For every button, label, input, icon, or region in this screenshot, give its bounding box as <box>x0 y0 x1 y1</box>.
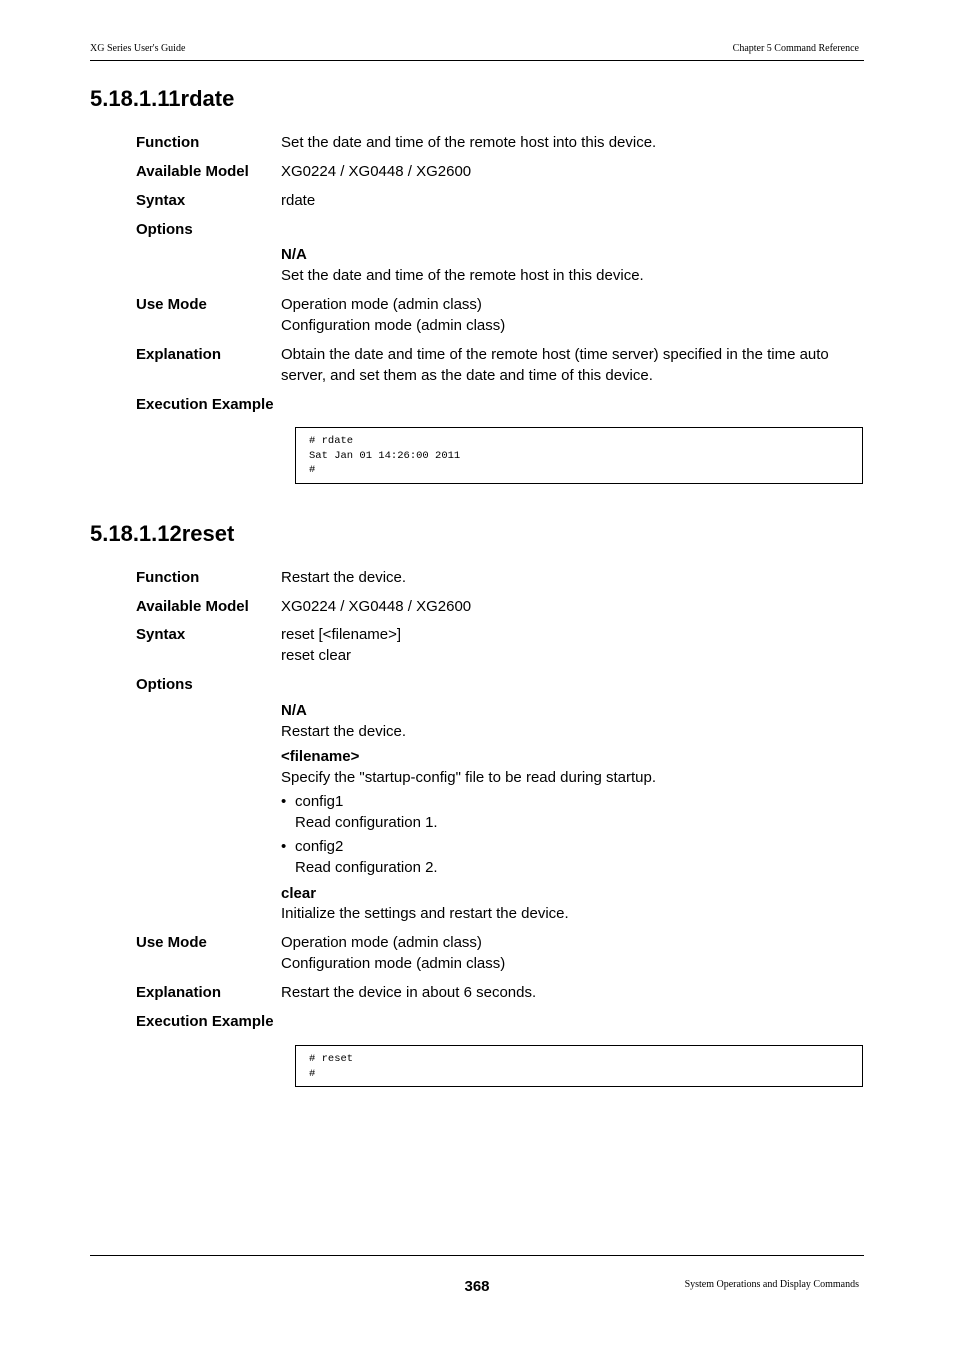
rdate-code-example <box>295 427 863 484</box>
rdate-usemode-line1: Operation mode (admin class) <box>281 296 482 313</box>
reset-code-example <box>295 1045 863 1087</box>
running-header-right: Chapter 5 Command Reference <box>732 43 859 54</box>
section-title-rdate: 5.18.1.11rdate <box>90 86 235 111</box>
reset-option-filename-title: <filename> <box>281 748 360 765</box>
reset-model-label: Available Model <box>136 598 249 615</box>
reset-function-text: Restart the device. <box>281 569 407 586</box>
rdate-explanation-label: Explanation <box>136 346 222 363</box>
rdate-function-label: Function <box>136 134 200 151</box>
rdate-syntax-label: Syntax <box>136 192 186 209</box>
reset-option-na-title: N/A <box>281 702 307 719</box>
code-line: # rdate <box>309 435 354 447</box>
code-line: Sat Jan 01 14:26:00 2011 <box>309 449 461 462</box>
rdate-option-na-title: N/A <box>281 246 307 263</box>
rdate-example-label: Execution Example <box>136 396 274 413</box>
reset-syntax-line1: reset [<filename>] <box>281 626 402 643</box>
header-divider <box>90 60 864 61</box>
config2-desc: Read configuration 2. <box>295 859 438 876</box>
rdate-usemode-label: Use Mode <box>136 296 207 313</box>
reset-explanation-text: Restart the device in about 6 seconds. <box>281 984 537 1001</box>
section-title-reset: 5.18.1.12reset <box>90 521 235 546</box>
reset-syntax-label: Syntax <box>136 626 186 643</box>
reset-model-text: XG0224 / XG0448 / XG2600 <box>281 598 472 615</box>
reset-example-label: Execution Example <box>136 1013 274 1030</box>
code-line: # <box>309 464 316 476</box>
code-line: # reset <box>309 1053 354 1065</box>
bullet-icon: • <box>281 793 287 810</box>
rdate-syntax-text: rdate <box>281 192 316 209</box>
reset-option-na-desc: Restart the device. <box>281 723 407 740</box>
config1-desc: Read configuration 1. <box>295 814 438 831</box>
reset-syntax-line2: reset clear <box>281 647 352 664</box>
reset-option-filename-desc: Specify the "startup-config" file to be read during startup. <box>281 769 657 786</box>
reset-usemode-line2: Configuration mode (admin class) <box>281 955 506 972</box>
rdate-option-na-desc: Set the date and time of the remote host in this device. <box>281 267 644 284</box>
reset-function-label: Function <box>136 569 200 586</box>
rdate-function-text: Set the date and time of the remote host into this device. <box>281 134 657 151</box>
rdate-model-label: Available Model <box>136 163 249 180</box>
config2-name: config2 <box>295 838 344 855</box>
rdate-options-label: Options <box>136 221 193 238</box>
reset-usemode-label: Use Mode <box>136 934 207 951</box>
bullet-icon: • <box>281 838 287 855</box>
page-number: 368 <box>464 1278 490 1295</box>
config1-name: config1 <box>295 793 344 810</box>
rdate-model-text: XG0224 / XG0448 / XG2600 <box>281 163 472 180</box>
rdate-explanation-text: Obtain the date and time of the remote host (time server) specified in the time auto server, and set them as the date and time of this device. <box>281 346 829 384</box>
code-line: # <box>309 1067 316 1080</box>
running-footer-right: System Operations and Display Commands <box>684 1279 859 1290</box>
reset-option-clear-desc: Initialize the settings and restart the device. <box>281 905 569 922</box>
reset-explanation-label: Explanation <box>136 984 222 1001</box>
running-header-left: XG Series User's Guide <box>90 43 186 54</box>
rdate-usemode-line2: Configuration mode (admin class) <box>281 317 506 334</box>
footer-divider <box>90 1255 864 1256</box>
reset-options-label: Options <box>136 676 193 693</box>
reset-option-clear-title: clear <box>281 885 317 902</box>
reset-usemode-line1: Operation mode (admin class) <box>281 934 482 951</box>
